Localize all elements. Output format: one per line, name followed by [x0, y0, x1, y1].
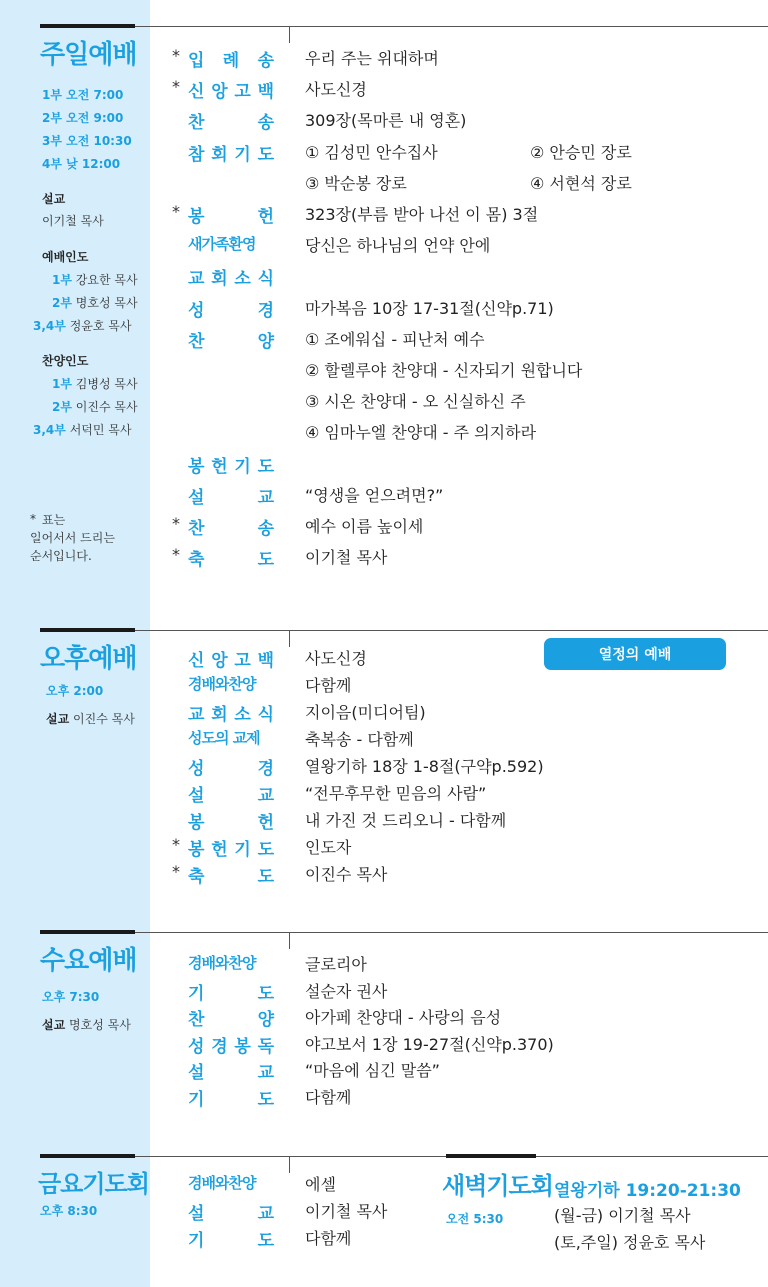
section-rule: [40, 930, 135, 934]
order-label-char: 도: [257, 456, 274, 477]
order-label-char: 경배와찬양: [188, 1174, 256, 1192]
order-label-char: 교: [257, 1063, 274, 1083]
order-label-char: 송: [257, 51, 274, 71]
dawn-weekday-leader: (월-금) 이기철 목사: [554, 1206, 691, 1225]
order-value: 열왕기하 18장 1-8절(구약p.592): [305, 757, 544, 776]
order-label: [188, 727, 274, 748]
order-label-char: 축: [188, 550, 205, 571]
order-row: [0, 171, 768, 197]
section-rule: [135, 26, 768, 27]
order-value: 글로리아: [305, 955, 367, 974]
order-label: [188, 46, 274, 71]
order-label-char: 입: [188, 51, 205, 71]
order-label-char: 도: [257, 840, 274, 860]
order-label-char: 회: [211, 705, 228, 725]
order-label-char: 고: [234, 651, 251, 671]
order-label-char: 찬: [188, 1010, 205, 1030]
service-time: 3부 오전 10:30: [42, 134, 132, 148]
praise-lead-heading: 찬양인도: [42, 354, 89, 368]
order-label-char: 앙: [211, 651, 228, 671]
order-label-char: 기: [234, 144, 251, 165]
order-row: [0, 545, 768, 571]
standing-mark: *: [172, 46, 180, 65]
section-rule: [135, 630, 768, 631]
order-label: [188, 327, 274, 352]
order-label-char: 독: [257, 1036, 274, 1057]
order-label: [188, 1172, 274, 1193]
order-value: 다함께: [305, 676, 352, 695]
order-label-char: 백: [257, 651, 274, 671]
order-value: 야고보서 1장 19-27절(신약p.370): [305, 1034, 554, 1054]
order-row: [0, 1058, 768, 1084]
order-row: [0, 233, 768, 259]
order-label-char: 경: [211, 1036, 228, 1057]
order-label-char: 경배와찬양: [188, 675, 256, 693]
order-row: [0, 327, 768, 353]
order-value: 마가복음 10장 17-31절(신약p.71): [305, 298, 554, 318]
order-label-char: 찬: [188, 519, 205, 539]
order-label: [188, 1199, 274, 1224]
order-label: [188, 808, 274, 833]
standing-mark: *: [172, 835, 180, 854]
order-label-char: 봉: [234, 1036, 251, 1057]
order-label: [188, 108, 274, 133]
order-value: 당신은 하나님의 언약 안에: [305, 236, 491, 256]
sermon-preacher: 이기철 목사: [42, 214, 104, 228]
order-value: 에셀: [305, 1175, 336, 1194]
order-row: [0, 727, 768, 753]
order-label: [188, 452, 274, 477]
order-label: [188, 835, 274, 860]
order-label-char: 회: [211, 144, 228, 165]
order-label-char: 봉: [188, 840, 205, 860]
order-label-char: 교: [257, 487, 274, 508]
order-value: 다함께: [305, 1229, 352, 1248]
order-row: [0, 700, 768, 726]
order-label: [188, 754, 274, 779]
order-label-char: 도: [257, 144, 274, 165]
order-label-char: 설: [188, 786, 205, 806]
wednesday-service-section: [0, 922, 768, 1142]
afternoon-title: 오후예배: [40, 644, 137, 674]
order-label: [188, 1032, 274, 1057]
divider-tick: [289, 933, 290, 949]
order-value: 이기철 목사: [305, 1202, 388, 1221]
divider-tick: [289, 27, 290, 43]
order-label-char: 송: [257, 113, 274, 134]
order-label: [188, 483, 274, 508]
sermon-heading: 설교: [42, 192, 66, 206]
order-label: [188, 862, 274, 887]
order-value: 사도신경: [305, 649, 367, 668]
standing-note: 표는: [42, 513, 66, 527]
order-label-char: 봉: [188, 207, 205, 227]
order-row: [0, 1005, 768, 1031]
order-row: [0, 781, 768, 807]
order-row: [0, 389, 768, 415]
order-label: [188, 1085, 274, 1110]
order-value: 축복송 - 다함께: [305, 730, 414, 749]
order-row: [0, 77, 768, 103]
order-row: [0, 514, 768, 540]
order-label-char: 성도의 교제: [188, 729, 260, 747]
order-label-char: 백: [257, 82, 274, 103]
service-time: 2부 오전 9:00: [42, 111, 124, 125]
order-value: 309장(목마른 내 영혼): [305, 111, 467, 131]
order-label-char: 참: [188, 144, 205, 165]
order-label-char: 새가족환영: [188, 235, 256, 254]
order-label-char: 식: [257, 705, 274, 725]
friday-title: 금요기도회: [38, 1170, 149, 1198]
order-label-char: 기: [188, 983, 205, 1004]
order-row: [0, 202, 768, 228]
order-label-char: 찬: [188, 113, 205, 134]
order-row: [0, 358, 768, 384]
order-value: 아가페 찬양대 - 사랑의 음성: [305, 1008, 502, 1027]
order-label: [188, 781, 274, 806]
order-label: [188, 202, 274, 227]
order-label-char: 소: [234, 705, 251, 725]
worship-lead-item: 3,4부 정윤호 목사: [33, 319, 132, 333]
sermon-line: 설교 명호성 목사: [42, 1018, 131, 1032]
order-row: [0, 808, 768, 834]
order-label-char: 도: [257, 1231, 274, 1251]
service-time: 4부 낮 12:00: [42, 157, 121, 171]
praise-lead-item: 2부 이진수 목사: [52, 400, 138, 414]
order-label-char: 례: [222, 51, 240, 71]
order-label-char: 기: [234, 456, 251, 477]
worship-lead-item: 1부 강요한 목사: [52, 273, 138, 287]
order-label-char: 고: [234, 82, 251, 103]
order-label: [188, 545, 274, 570]
order-label-char: 성: [188, 759, 205, 779]
order-row: [0, 862, 768, 888]
order-label-char: 설: [188, 487, 205, 508]
order-label-char: 헌: [257, 207, 274, 227]
order-label-char: 양: [257, 331, 274, 352]
section-rule: [135, 932, 768, 933]
afternoon-service-section: [0, 618, 768, 918]
section-rule: [40, 1154, 135, 1158]
order-value: “마음에 심긴 말씀”: [305, 1061, 440, 1080]
order-label: [188, 140, 274, 165]
order-label-char: 성: [188, 1036, 205, 1057]
service-time: 오후 2:00: [46, 684, 104, 698]
dawn-scripture: 열왕기하 19:20-21:30: [554, 1181, 741, 1201]
dawn-title: 새벽기도회: [442, 1172, 553, 1200]
order-value-secondary: ④ 서현석 장로: [530, 173, 632, 193]
order-label: [188, 1058, 274, 1083]
order-label-char: 찬: [188, 331, 205, 352]
order-row: [0, 140, 768, 166]
friday-dawn-section: [0, 1148, 768, 1287]
order-row: [0, 46, 768, 72]
order-label-char: 설: [188, 1204, 205, 1224]
order-label: [188, 979, 274, 1004]
order-label: [188, 952, 274, 973]
order-label-char: 도: [257, 867, 274, 887]
order-label-char: 경: [257, 300, 274, 321]
order-row: [0, 952, 768, 978]
order-value: 예수 이름 높이세: [305, 517, 424, 536]
order-label-char: 교: [257, 1204, 274, 1224]
order-label-char: 회: [211, 269, 228, 290]
order-value: 다함께: [305, 1087, 352, 1107]
order-label: [188, 673, 274, 694]
standing-note: 일어서서 드리는: [30, 531, 115, 545]
order-label-char: 기: [188, 1231, 205, 1251]
standing-mark: *: [172, 514, 180, 533]
passion-worship-badge: 열정의 예배: [544, 638, 726, 670]
order-row: [0, 296, 768, 322]
order-value: 사도신경: [305, 80, 367, 100]
order-row: [0, 483, 768, 509]
order-row: [0, 420, 768, 446]
service-time: 오후 8:30: [40, 1204, 98, 1218]
sunday-service-section: [0, 0, 768, 610]
section-rule: [40, 24, 135, 28]
order-label-char: 기: [188, 1089, 205, 1110]
order-row: [0, 452, 768, 478]
order-row: [0, 1032, 768, 1058]
order-value: “전무후무한 믿음의 사람”: [305, 784, 487, 803]
order-label: [188, 233, 274, 254]
order-label-char: 도: [257, 1089, 274, 1110]
divider-tick: [289, 1157, 290, 1173]
worship-lead-heading: 예배인도: [42, 250, 89, 264]
order-row: [0, 1085, 768, 1111]
order-row: [0, 673, 768, 699]
order-row: [0, 754, 768, 780]
sunday-title: 주일예배: [40, 40, 137, 70]
praise-lead-item: 1부 김병성 목사: [52, 377, 138, 391]
order-label-char: 봉: [188, 813, 205, 833]
order-label: [188, 77, 274, 102]
order-label: [188, 296, 274, 321]
order-label-char: 축: [188, 867, 205, 887]
order-row: [0, 646, 768, 672]
order-value: ④ 임마누엘 찬양대 - 주 의지하라: [305, 423, 537, 443]
standing-note: 순서입니다.: [30, 549, 92, 563]
order-label-char: 경: [257, 759, 274, 779]
order-label-char: 앙: [211, 82, 228, 103]
worship-lead-item: 2부 명호성 목사: [52, 296, 138, 310]
order-label-char: 경배와찬양: [188, 954, 256, 972]
order-label: [188, 646, 274, 671]
section-rule: [40, 628, 135, 632]
order-label-char: 식: [257, 269, 274, 290]
wednesday-title: 수요예배: [40, 946, 137, 976]
order-label-char: 도: [257, 983, 274, 1004]
order-label-char: 헌: [211, 840, 228, 860]
order-label-char: 양: [257, 1010, 274, 1030]
order-label-char: 헌: [211, 456, 228, 477]
order-value: 이진수 목사: [305, 865, 388, 884]
order-label-char: 교: [188, 269, 205, 290]
order-value: 우리 주는 위대하며: [305, 49, 439, 68]
order-label-char: 성: [188, 300, 205, 321]
order-row: [0, 835, 768, 861]
order-value-secondary: ② 안승민 장로: [530, 142, 632, 162]
order-label-char: 도: [257, 550, 274, 571]
order-value: 323장(부름 받아 나선 이 몸) 3절: [305, 205, 539, 224]
order-label-char: 설: [188, 1063, 205, 1083]
order-row: [0, 108, 768, 134]
sermon-line: 설교 이진수 목사: [46, 712, 135, 726]
order-value: 인도자: [305, 838, 352, 857]
order-label: [188, 1005, 274, 1030]
order-value: ① 김성민 안수집사: [305, 142, 438, 162]
section-rule: [446, 1154, 536, 1158]
service-time: 오후 7:30: [42, 990, 100, 1004]
order-label-char: 신: [188, 651, 205, 671]
order-label-char: 송: [257, 519, 274, 539]
standing-mark: *: [172, 862, 180, 881]
order-label-char: 헌: [257, 813, 274, 833]
divider-tick: [289, 631, 290, 647]
order-label-char: 봉: [188, 456, 205, 477]
order-value: 이기철 목사: [305, 548, 388, 568]
order-value: 지이음(미디어팀): [305, 703, 426, 722]
order-label-char: 교: [257, 786, 274, 806]
order-value: 내 가진 것 드리오니 - 다함께: [305, 811, 507, 830]
order-value: ③ 시온 찬양대 - 오 신실하신 주: [305, 392, 526, 412]
praise-lead-item: 3,4부 서덕민 목사: [33, 423, 132, 437]
order-value: “영생을 얻으려면?”: [305, 485, 444, 505]
standing-note-star: *: [30, 512, 36, 526]
order-label-char: 신: [188, 82, 205, 103]
order-label: [188, 1226, 274, 1251]
dawn-weekend-leader: (토,주일) 정윤호 목사: [554, 1233, 706, 1252]
order-value: ③ 박순봉 장로: [305, 173, 407, 193]
order-label: [188, 700, 274, 725]
standing-mark: *: [172, 202, 180, 221]
service-time: 1부 오전 7:00: [42, 88, 124, 102]
order-row: [0, 264, 768, 290]
standing-mark: *: [172, 77, 180, 97]
service-time: 오전 5:30: [446, 1212, 504, 1226]
order-row: [0, 979, 768, 1005]
order-label: [188, 264, 274, 289]
order-value: 설순자 권사: [305, 981, 388, 1001]
order-value: ① 조에워십 - 피난처 예수: [305, 329, 485, 349]
order-label-char: 교: [188, 705, 205, 725]
standing-mark: *: [172, 545, 180, 565]
order-value: ② 할렐루야 찬양대 - 신자되기 원합니다: [305, 361, 583, 380]
order-label-char: 기: [234, 840, 251, 860]
order-label-char: 소: [234, 269, 251, 290]
order-label: [188, 514, 274, 539]
